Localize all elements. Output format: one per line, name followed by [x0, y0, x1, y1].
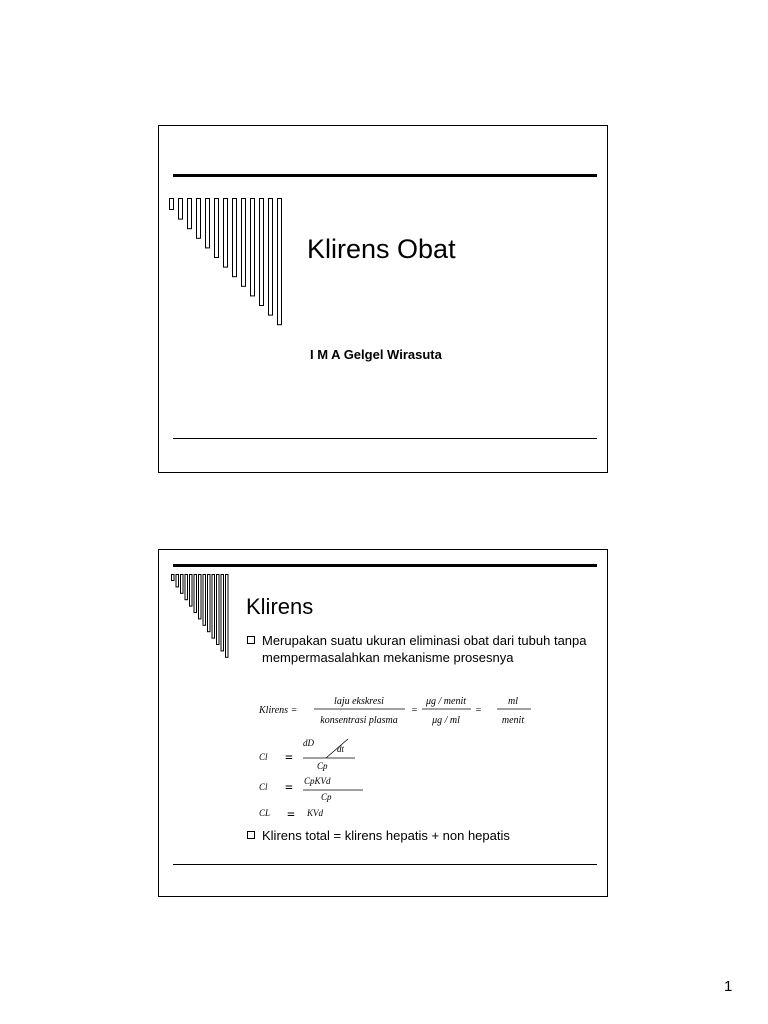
formula-frac1-den: konsentrasi plasma: [320, 715, 398, 726]
formula-cl-derivative: [259, 736, 379, 774]
formula-klirens: [259, 694, 539, 733]
decoration-bar: [181, 575, 184, 594]
formula-cl3-lhs: CL: [259, 808, 271, 818]
decoration-bar: [194, 575, 197, 613]
decoration-bar: [217, 575, 220, 645]
formula-cl2-num: CpKVd: [304, 776, 331, 786]
decoration-bar: [172, 575, 175, 581]
formula-cl3-rhs: KVd: [307, 808, 324, 818]
formula-cl-cpkvd: [259, 774, 379, 806]
bullet-text: Merupakan suatu ukuran eliminasi obat dari tubuh tanpa mempermasalahkan mekanisme prosesnya: [262, 633, 587, 665]
formula-eq1: =: [411, 705, 418, 716]
decoration-bar: [233, 199, 237, 277]
decoration-bar: [203, 575, 206, 626]
formula-cl2-lhs: Cl: [259, 782, 268, 792]
decoration-bar: [215, 199, 219, 258]
formula-cl1-den: Cp: [317, 761, 328, 771]
formula-frac2-num: μg / menit: [425, 696, 467, 707]
decoration-bar: [251, 199, 255, 296]
slide-1-frame: [158, 125, 608, 473]
formula-cl3-eq: =: [287, 808, 295, 823]
slide-1-author: I M A Gelgel Wirasuta: [310, 347, 442, 362]
formula-frac3-num: ml: [508, 696, 518, 707]
slide-1-top-rule: [173, 174, 597, 177]
bullet-item-definition: [246, 632, 596, 666]
decoration-bar: [176, 575, 179, 587]
decoration-bar: [212, 575, 215, 639]
formula-cl1-num: dD: [303, 738, 314, 748]
slide-1-title: Klirens Obat: [307, 234, 456, 264]
decoration-bar: [179, 199, 183, 220]
formula-cl2-eq: =: [285, 781, 293, 796]
bullet-box-icon: [247, 636, 255, 644]
bullet-text: Klirens total = klirens hepatis + non hepatis: [262, 828, 510, 843]
slide-1-bottom-rule: [173, 438, 597, 439]
decoration-bar: [260, 199, 264, 306]
formula-eq2: =: [475, 705, 482, 716]
formula-lhs: Klirens =: [259, 705, 298, 716]
formula-frac3-den: menit: [501, 715, 525, 726]
slide-2-decoration-bars: [171, 574, 239, 664]
decoration-bar: [224, 199, 228, 268]
slide-2-bottom-rule: [173, 864, 597, 865]
formula-frac2-den: μg / ml: [432, 715, 460, 726]
formula-cl1-lhs: Cl: [259, 752, 268, 762]
slide-1-decoration-bars: [169, 198, 289, 332]
decoration-bar: [221, 575, 224, 651]
formula-frac1-num: laju ekskresi: [334, 696, 384, 707]
decoration-bar: [226, 575, 229, 658]
decoration-bar: [190, 575, 193, 607]
decoration-bar: [208, 575, 211, 632]
slide-2-title: Klirens: [246, 594, 314, 619]
page-number: 1: [724, 978, 733, 995]
formula-cl-kvd: [259, 804, 379, 824]
decoration-bar: [197, 199, 201, 239]
formula-cl1-eq: =: [285, 751, 293, 766]
decoration-bar: [269, 199, 273, 316]
decoration-bar: [242, 199, 246, 287]
bullet-box-icon: [247, 831, 255, 839]
slide-2-frame: [158, 549, 608, 897]
decoration-bar: [278, 199, 282, 325]
decoration-bar: [206, 199, 210, 248]
decoration-bar: [185, 575, 188, 600]
bullet-item-total-clearance: [246, 827, 596, 844]
decoration-bar: [170, 199, 174, 210]
formula-cl2-den: Cp: [321, 792, 332, 802]
slide-2-top-rule: [173, 564, 597, 567]
decoration-bar: [199, 575, 202, 619]
formula-cl1-slash-den: dt: [337, 744, 345, 754]
decoration-bar: [188, 199, 192, 229]
